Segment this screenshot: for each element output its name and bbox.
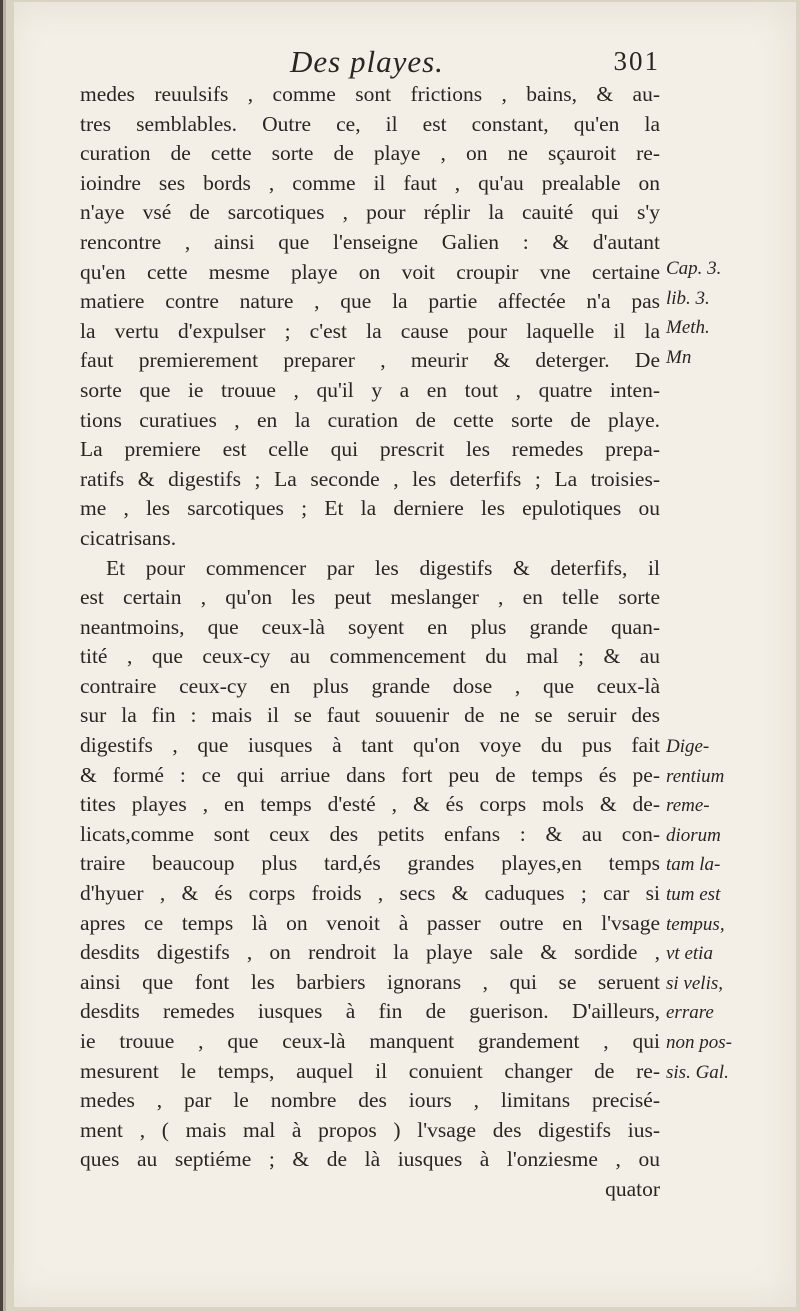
text-line: qu'en cette mesme playe on voit croupir vne certaine [80, 259, 660, 284]
text-line: d'hyuer , & és corps froids , secs & caduques ; car si [80, 881, 660, 906]
margin-note-quotation [666, 732, 732, 1087]
catchword: quator [605, 1176, 660, 1201]
page-number: 301 [613, 46, 660, 76]
text-line: tres semblables. Outre ce, il est constant, qu'en la [80, 111, 660, 136]
margin-line: vt etia [666, 943, 713, 965]
running-title: Des playes. [290, 44, 444, 79]
text-line: desdits digestifs , on rendroit la playe sale & sordide , [80, 940, 660, 965]
text-line: sur la fin : mais il se faut souuenir de ne se seruir des [80, 703, 660, 728]
text-line: ment , ( mais mal à propos ) l'vsage des digestifs ius- [80, 1117, 660, 1142]
text-line: medes , par le nombre des iours , limitans precisé- [80, 1088, 660, 1113]
margin-line: rentium [666, 765, 725, 787]
text-line: ratifs & digestifs ; La seconde , les deterfifs ; La troisies- [80, 466, 660, 491]
text-line: ioindre ses bords , comme il faut , qu'au prealable on [80, 170, 660, 195]
margin-line: Meth. [666, 317, 710, 339]
text-line: me , les sarcotiques ; Et la derniere les epulotiques ou [80, 496, 660, 521]
text-line: la vertu d'expulser ; c'est la cause pour laquelle il la [80, 318, 660, 343]
text-line: est certain , qu'on les peut meslanger , en telle sorte [80, 585, 660, 610]
text-line: rencontre , ainsi que l'enseigne Galien : & d'autant [80, 229, 660, 254]
margin-line: sis. Gal. [666, 1061, 729, 1083]
margin-line: errare [666, 1002, 714, 1024]
text-line: & formé : ce qui arriue dans fort peu de temps és pe- [80, 762, 660, 787]
margin-line: lib. 3. [666, 287, 710, 309]
text-line: ques au septiéme ; & de là iusques à l'onziesme , ou [80, 1147, 660, 1172]
text-line: cicatrisans. [80, 525, 177, 550]
text-line: licats,comme sont ceux des petits enfans : & au con- [80, 821, 660, 846]
text-line: matiere contre nature , que la partie affectée n'a pas [80, 289, 660, 314]
margin-line: Mn [666, 346, 692, 368]
margin-line: non pos- [666, 1031, 732, 1053]
text-line: La premiere est celle qui prescrit les remedes prepa- [80, 437, 660, 462]
text-line: medes reuulsifs , comme sont frictions , bains, & au- [80, 82, 660, 106]
text-line: Et pour commencer par les digestifs & deterfifs, il [106, 555, 660, 580]
text-line: neantmoins, que ceux-là soyent en plus grande quan- [80, 614, 660, 639]
text-line: n'aye vsé de sarcotiques , pour réplir la cauité qui s'y [80, 200, 660, 225]
margin-line: Cap. 3. [666, 258, 722, 279]
margin-line: Dige- [666, 736, 710, 757]
margin-line: tempus, [666, 913, 725, 935]
text-line: sorte que ie trouue , qu'il y a en tout , quatre inten- [80, 377, 660, 402]
margin-line: diorum [666, 824, 721, 846]
text-line: digestifs , que iusques à tant qu'on voye du pus fait [80, 733, 660, 758]
book-spine [0, 0, 14, 1311]
text-line: curation de cette sorte de playe , on ne sçauroit re- [80, 141, 660, 166]
text-line: tites playes , en temps d'esté , & és corps mols & de- [80, 792, 660, 817]
text-line: faut premierement preparer , meurir & deterger. De [80, 348, 660, 373]
text-line: traire beaucoup plus tard,és grandes playes,en temps [80, 851, 660, 876]
margin-line: si velis, [666, 972, 723, 994]
text-line: desdits remedes iusques à fin de guerison. D'ailleurs, [80, 999, 660, 1024]
text-line: mesurent le temps, auquel il conuient changer de re- [80, 1058, 660, 1083]
text-line: apres ce temps là on venoit à passer outre en l'vsage [80, 910, 660, 935]
body-text [80, 80, 660, 1205]
text-line: tité , que ceux-cy au commencement du mal ; & au [80, 644, 660, 669]
text-line: ie trouue , que ceux-là manquent grandement , qui [80, 1029, 660, 1053]
margin-line: tam la- [666, 854, 721, 876]
text-line: contraire ceux-cy en plus grande dose , que ceux-là [80, 673, 660, 698]
margin-line: tum est [666, 883, 721, 905]
margin-line: reme- [666, 795, 710, 817]
text-line: ainsi que font les barbiers ignorans , qui se seruent [80, 969, 660, 994]
margin-note-citation [666, 254, 721, 372]
page-header [80, 44, 660, 84]
text-line: tions curatiues , en la curation de cette sorte de playe. [80, 407, 660, 432]
